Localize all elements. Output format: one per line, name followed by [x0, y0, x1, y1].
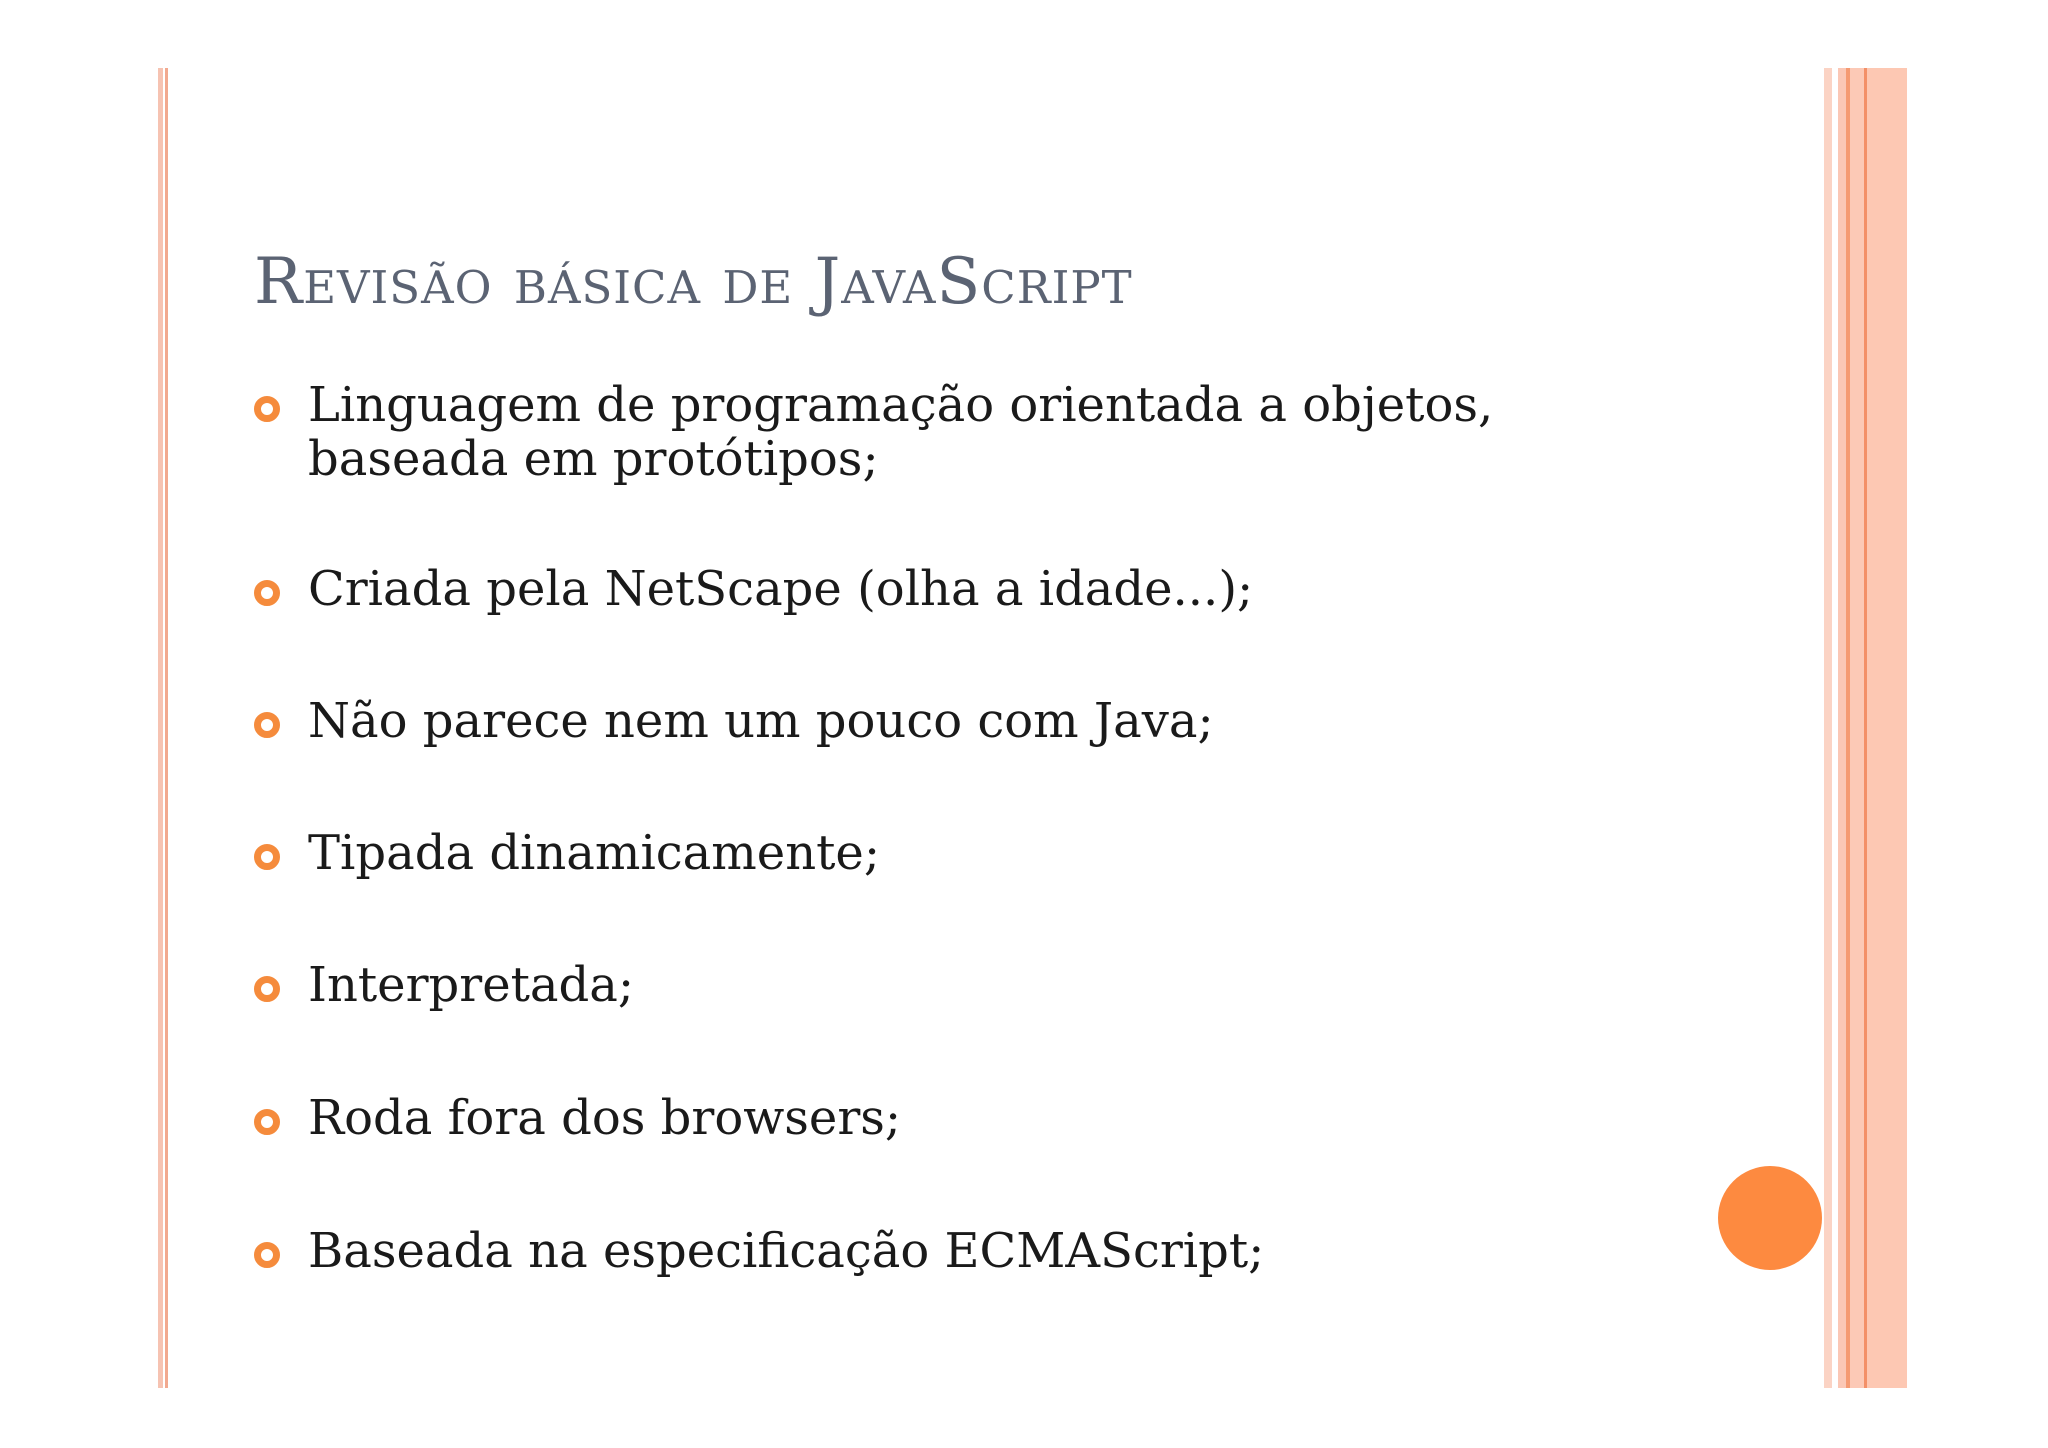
ring-bullet-icon	[254, 1109, 280, 1135]
bullet-item	[254, 826, 1608, 880]
bullet-item	[254, 1091, 1608, 1145]
bullet-text: Baseada na especificação ECMAScript;	[308, 1223, 1265, 1279]
bullet-text: Criada pela NetScape (olha a idade...);	[308, 561, 1254, 617]
bullet-item	[254, 958, 1608, 1012]
bullet-item	[254, 694, 1608, 748]
bullet-text: Roda fora dos browsers;	[308, 1090, 902, 1146]
left-border-line	[165, 68, 168, 1388]
right-border-stripe	[1867, 68, 1907, 1388]
bullet-item	[254, 562, 1608, 616]
bullet-text: Interpretada;	[308, 957, 635, 1013]
slide-title: Revisão básica de JavaScript	[254, 245, 1133, 319]
accent-circle	[1718, 1166, 1822, 1270]
bullet-text: Linguagem de programação orientada a objetos, baseada em protótipos;	[308, 377, 1494, 487]
bullet-text: Não parece nem um pouco com Java;	[308, 693, 1214, 749]
bullet-item	[254, 1224, 1608, 1278]
left-border-line	[158, 68, 163, 1388]
ring-bullet-icon	[254, 976, 280, 1002]
right-border-stripe	[1838, 68, 1846, 1388]
ring-bullet-icon	[254, 712, 280, 738]
ring-bullet-icon	[254, 1242, 280, 1268]
ring-bullet-icon	[254, 580, 280, 606]
right-border-stripe	[1824, 68, 1832, 1388]
ring-bullet-icon	[254, 396, 280, 422]
ring-bullet-icon	[254, 844, 280, 870]
bullet-item	[254, 378, 1608, 486]
bullet-text: Tipada dinamicamente;	[308, 825, 880, 881]
right-border-stripe	[1850, 68, 1864, 1388]
